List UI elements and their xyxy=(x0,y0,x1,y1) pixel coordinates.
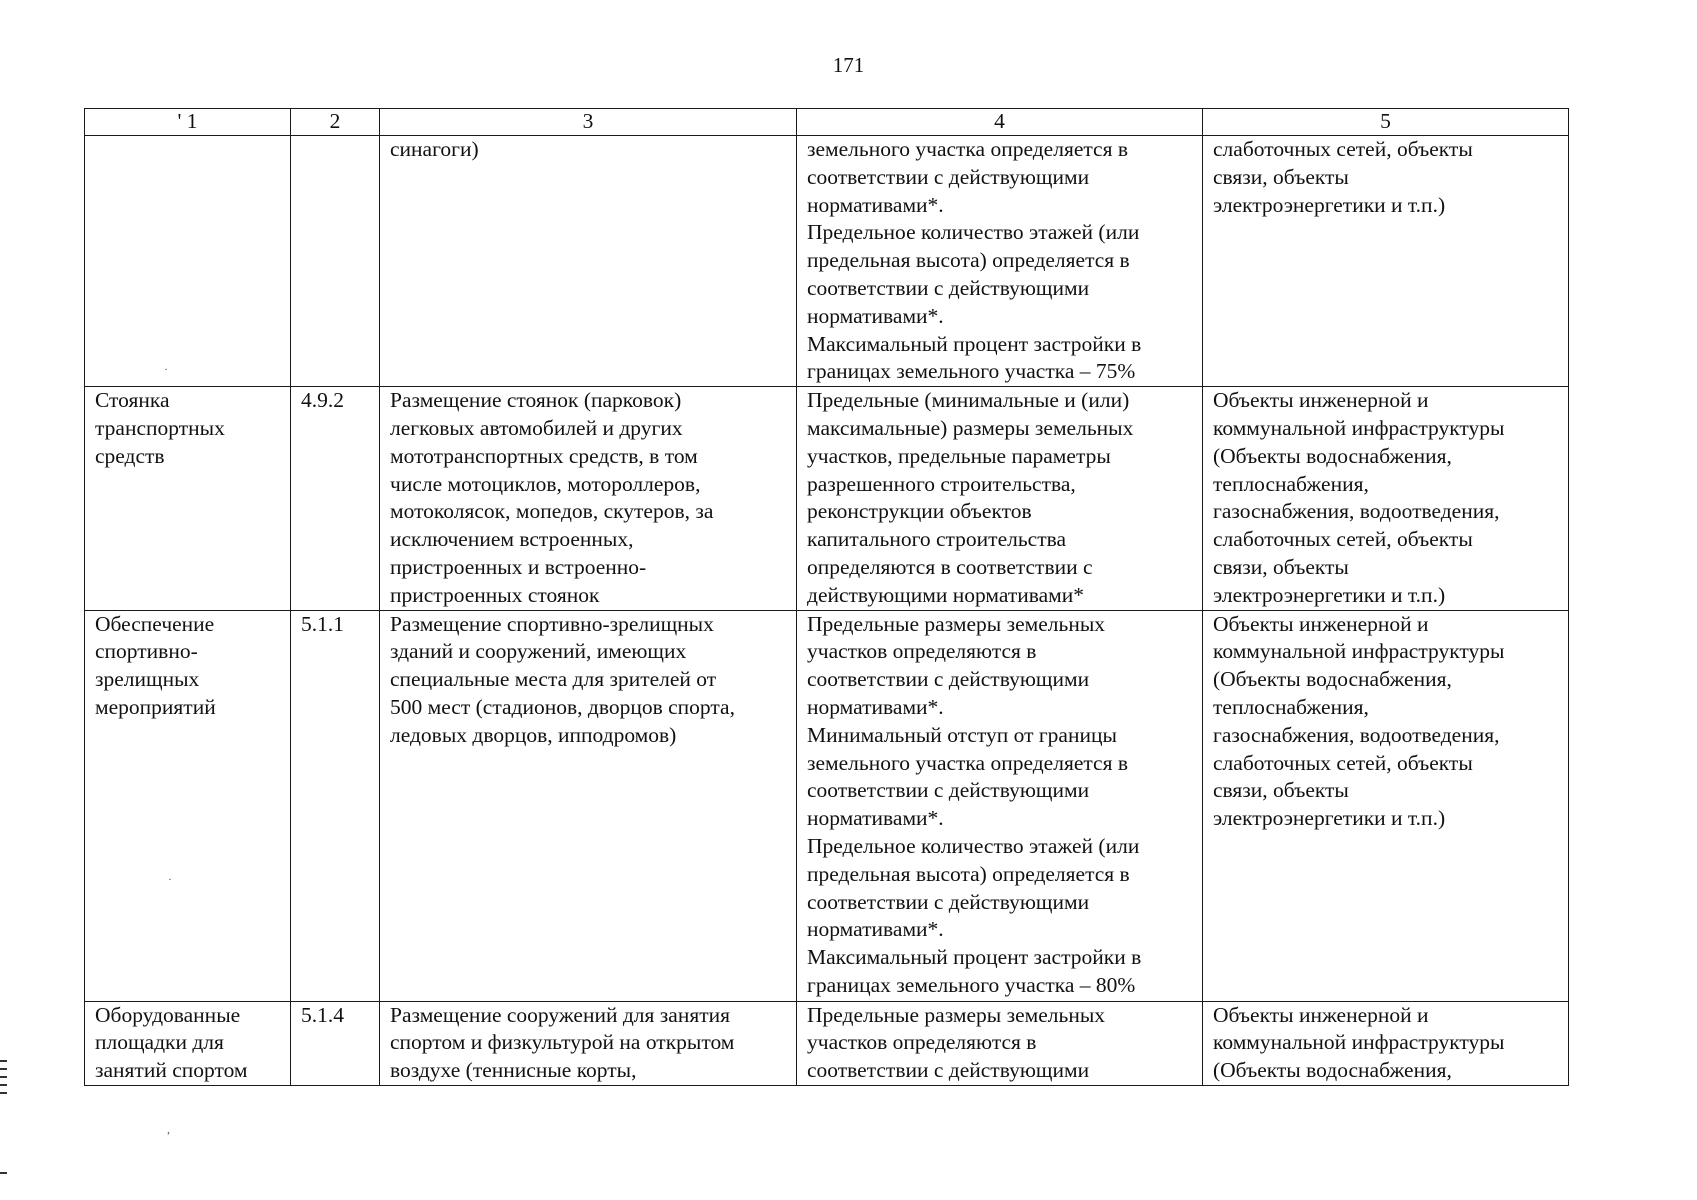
cell-use-name xyxy=(85,136,291,387)
cell-parameters: Предельные (минимальные и (или) максимальные) размеры земельных участков, предельные параметры разрешенного строительства, реконструкции объектов капитального строительства определяются в соответствии с действующими нормативами* xyxy=(797,387,1203,610)
header-row xyxy=(85,109,1569,136)
cell-use-code: 5.1.1 xyxy=(291,610,380,1001)
cell-use-description: Размещение спортивно-зрелищных зданий и сооружений, имеющих специальные места для зрителей от 500 мест (стадионов, дворцов спорта, ледовых дворцов, ипподромов) xyxy=(380,610,797,1001)
table-header xyxy=(85,109,1569,136)
scan-edge-mark xyxy=(0,1060,7,1062)
cell-use-description: Размещение стоянок (парковок) легковых автомобилей и других мототранспортных средств, в том числе мотоциклов, мотороллеров, мотоколясок, мопедов, скутеров, за исключением встроенных, пристроенных и встроенно- пристроенных стоянок xyxy=(380,387,797,610)
table-body xyxy=(85,136,1569,1086)
cell-use-code xyxy=(291,136,380,387)
column-header-3: 3 xyxy=(380,109,797,136)
cell-use-name: Оборудованные площадки для занятий спортом xyxy=(85,1001,291,1085)
column-header-4: 4 xyxy=(797,109,1203,136)
table-row xyxy=(85,387,1569,610)
cell-parameters: Предельные размеры земельных участков определяются в соответствии с действующими нормативами*. Минимальный отступ от границы земельного участка определяется в соответствии с действующими нормативами*. Предельное количество этажей (или предельная высота) определяется в соответствии с действующими нормативами*. Максимальный процент застройки в границах земельного участка – 80% xyxy=(797,610,1203,1001)
scan-edge-mark xyxy=(0,1092,7,1094)
cell-use-name: Стоянка транспортных средств xyxy=(85,387,291,610)
page-number: 171 xyxy=(832,53,865,77)
cell-parameters: земельного участка определяется в соответствии с действующими нормативами*. Предельное количество этажей (или предельная высота) определяется в соответствии с действующими нормативами*. Максимальный процент застройки в границах земельного участка – 75% xyxy=(797,136,1203,387)
scan-edge-mark xyxy=(0,1076,7,1078)
regulations-table xyxy=(84,108,1569,1086)
scan-speck: , xyxy=(167,1122,170,1136)
column-header-1: ' 1 xyxy=(85,109,291,136)
scan-edge-mark xyxy=(0,1084,7,1086)
scan-edge-mark xyxy=(0,1068,7,1070)
scan-speck: · xyxy=(164,362,168,376)
table-row xyxy=(85,136,1569,387)
cell-auxiliary-objects: Объекты инженерной и коммунальной инфраструктуры (Объекты водоснабжения, xyxy=(1203,1001,1569,1085)
table-row xyxy=(85,610,1569,1001)
cell-auxiliary-objects: Объекты инженерной и коммунальной инфраструктуры (Объекты водоснабжения, теплоснабжения, газоснабжения, водоотведения, слаботочных сетей, объекты связи, объекты электроэнергетики и т.п.) xyxy=(1203,387,1569,610)
cell-auxiliary-objects: слаботочных сетей, объекты связи, объекты электроэнергетики и т.п.) xyxy=(1203,136,1569,387)
cell-use-code: 5.1.4 xyxy=(291,1001,380,1085)
cell-auxiliary-objects: Объекты инженерной и коммунальной инфраструктуры (Объекты водоснабжения, теплоснабжения, газоснабжения, водоотведения, слаботочных сетей, объекты связи, объекты электроэнергетики и т.п.) xyxy=(1203,610,1569,1001)
scan-edge-mark xyxy=(0,1172,7,1174)
column-header-2: 2 xyxy=(291,109,380,136)
table-row xyxy=(85,1001,1569,1085)
cell-use-code: 4.9.2 xyxy=(291,387,380,610)
cell-use-description: синагоги) xyxy=(380,136,797,387)
cell-parameters: Предельные размеры земельных участков определяются в соответствии с действующими xyxy=(797,1001,1203,1085)
cell-use-name: Обеспечение спортивно- зрелищных мероприятий xyxy=(85,610,291,1001)
scan-speck: · xyxy=(168,872,172,886)
column-header-5: 5 xyxy=(1203,109,1569,136)
cell-use-description: Размещение сооружений для занятия спортом и физкультурой на открытом воздухе (теннисные корты, xyxy=(380,1001,797,1085)
